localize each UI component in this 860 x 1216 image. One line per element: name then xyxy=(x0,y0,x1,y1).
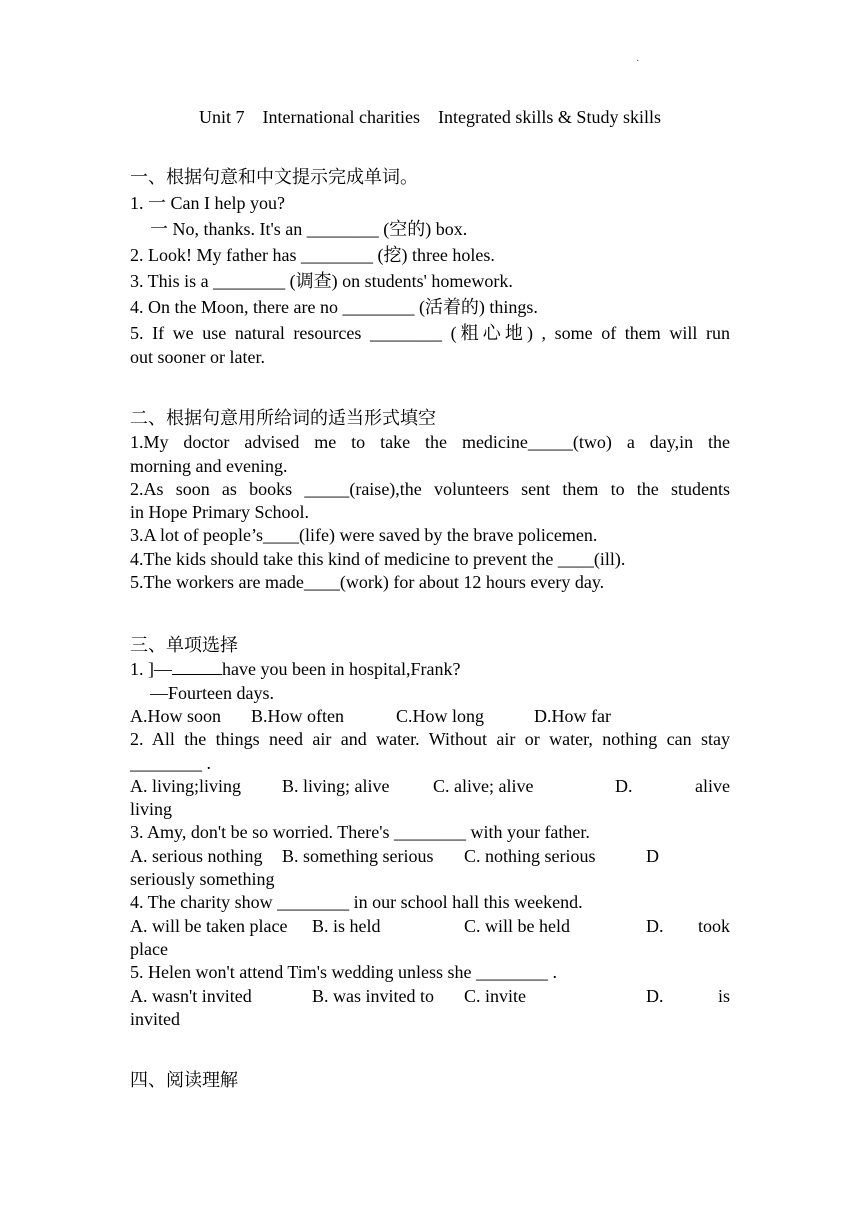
option-b: B. is held xyxy=(312,915,381,936)
option-b: B.How often xyxy=(251,705,344,726)
option-b: B. living; alive xyxy=(282,775,390,796)
question-3: 3. Amy, don't be so worried. There's ________ with your father. xyxy=(130,822,590,843)
corner-mark: · xyxy=(636,56,640,67)
options-row xyxy=(130,915,730,938)
question-line: 3. This is a ________ (调查) on students' homework. xyxy=(130,271,513,291)
option-d: D.How far xyxy=(534,705,611,726)
option-a: A. living;living xyxy=(130,775,242,796)
option-d: D. xyxy=(646,915,664,936)
worksheet xyxy=(130,104,730,1093)
page-title: Unit 7 International charities Integrated skills & Study skills xyxy=(199,107,661,127)
question-line: ________ . xyxy=(130,752,211,773)
options-row xyxy=(130,775,730,798)
question-line: 5.The workers are made____(work) for about 12 hours every day. xyxy=(130,572,605,593)
option-wrap: seriously something xyxy=(130,869,275,890)
question-line: 1.My doctor advised me to take the medicine_____(two) a day,in the xyxy=(130,432,730,453)
option-a: A. will be taken place xyxy=(130,915,288,936)
option-wrap: place xyxy=(130,938,168,959)
section-word-forms xyxy=(130,405,730,594)
section-multiple-choice xyxy=(130,632,730,1031)
option-d: D. xyxy=(646,985,664,1006)
option-d-text: alive xyxy=(695,775,730,796)
question-prefix: 1. ]— xyxy=(130,659,172,680)
question-5: 5. Helen won't attend Tim's wedding unless she ________ . xyxy=(130,962,557,983)
question-line: 1. 一 Can I help you? xyxy=(130,193,285,213)
question-line: 一 No, thanks. It's an ________ (空的) box. xyxy=(150,219,468,239)
question-line: out sooner or later. xyxy=(130,347,265,367)
question-line: 4. On the Moon, there are no ________ (活着的) things. xyxy=(130,297,538,317)
section-heading: 四、阅读理解 xyxy=(130,1070,238,1091)
question-line: 3.A lot of people’s____(life) were saved by the brave policemen. xyxy=(130,525,598,546)
option-a: A.How soon xyxy=(130,705,222,726)
option-a: A. wasn't invited xyxy=(130,985,252,1006)
answer-line: —Fourteen days. xyxy=(150,682,274,703)
option-d: D xyxy=(646,845,659,866)
option-c: C. alive; alive xyxy=(433,775,534,796)
question-line: 4.The kids should take this kind of medicine to prevent the ____(ill). xyxy=(130,548,626,569)
question-2: 2. All the things need air and water. Without air or water, nothing can stay xyxy=(130,729,730,750)
question-line: in Hope Primary School. xyxy=(130,502,309,523)
options-row xyxy=(130,985,730,1008)
question-line: 5. If we use natural resources ________ (粗心地) , some of them will run xyxy=(130,323,730,343)
question-text: have you been in hospital,Frank? xyxy=(222,659,461,680)
section-reading xyxy=(130,1067,730,1093)
option-c: C.How long xyxy=(396,705,485,726)
question-line: morning and evening. xyxy=(130,455,288,476)
option-wrap: invited xyxy=(130,1008,180,1029)
question-line: 2. Look! My father has ________ (挖) three holes. xyxy=(130,245,495,265)
option-c: C. invite xyxy=(464,985,526,1006)
option-b: B. was invited to xyxy=(312,985,434,1006)
option-b: B. something serious xyxy=(282,845,434,866)
answer-blank xyxy=(172,658,222,675)
options-row xyxy=(130,845,730,868)
option-d-text: is xyxy=(717,985,730,1006)
option-c: C. will be held xyxy=(464,915,570,936)
section-vocabulary xyxy=(130,164,730,369)
question-1 xyxy=(130,658,730,681)
option-a: A. serious nothing xyxy=(130,845,263,866)
options-row xyxy=(130,705,730,728)
section-heading: 三、单项选择 xyxy=(130,635,238,656)
question-4: 4. The charity show ________ in our school hall this weekend. xyxy=(130,892,583,913)
section-heading: 二、根据句意用所给词的适当形式填空 xyxy=(130,408,436,429)
question-line: 2.As soon as books _____(raise),the volunteers sent them to the students xyxy=(130,478,730,499)
option-wrap: living xyxy=(130,799,173,820)
option-c: C. nothing serious xyxy=(464,845,596,866)
section-heading: 一、根据句意和中文提示完成单词。 xyxy=(130,167,418,187)
option-d-text: took xyxy=(697,915,730,936)
option-d: D. xyxy=(615,775,633,796)
